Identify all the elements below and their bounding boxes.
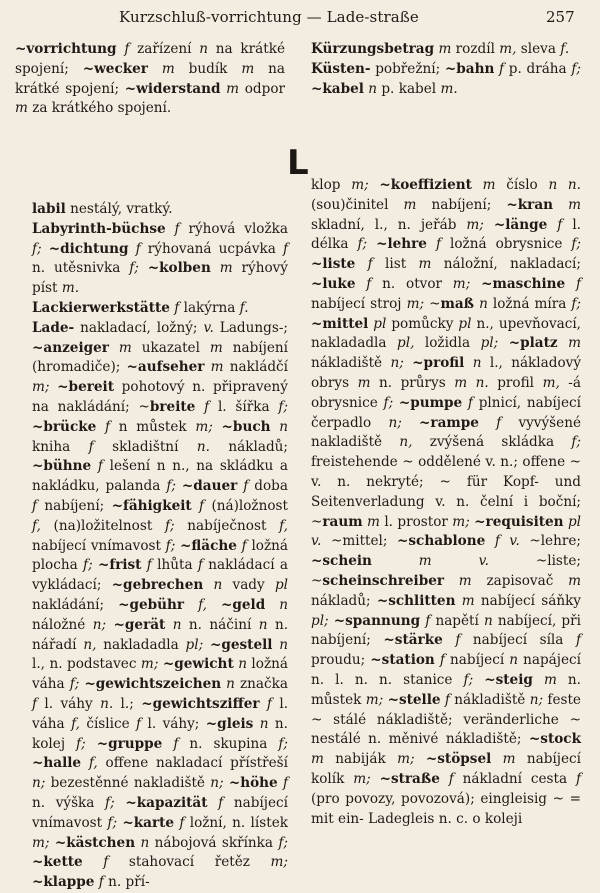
page-header <box>0 0 600 40</box>
entry-lackierwerkstatte: Lackierwerkstätte f lakýrna f. <box>32 299 249 316</box>
page-number: 257 <box>546 8 575 26</box>
right-column <box>311 176 581 829</box>
top-right-column <box>311 40 581 99</box>
running-head: Kurzschluß-vorrichtung — Lade-straße <box>119 8 419 26</box>
entry-vorrichtung: ~vorrichtung f zařízení n na krátké spojení; ~wecker m budík m na krátké spojení; ~widerstand m odpor m za krátkého spojení. <box>15 41 286 117</box>
entry-lade: Lade- nakladací, ložný; v. Ladungs-; ~anzeiger m ukazatel m nabíjení (hromadiče); ~aufseher m nakládčí m; ~bereit pohotový n. připravený na nakládání; ~breite f l. šířka f; ~brücke f n můstek m; ~buch n kniha f skladištní n. nákladů; ~bühne f lešení n n., na skládku a nakládku, palanda f; ~dauer f doba f nabíjení; ~fähigkeit f (ná)ložnost f, (na)ložitelnost f; nabíječnost f, nabíjecí vnímavost f; ~fläche f ložná plocha f; ~frist f lhůta f nakládací a vykládací; ~gebrechen n vady pl nakládání; ~gebühr f, ~geld n náložné n; ~gerät n n. náčiní n n. nářadí n, nakladadla pl; ~gestell n l., n. podstavec m; ~gewicht n ložná váha f; ~gewichtszeichen n značka f l. váhy n. l.; ~gewichtsziffer f l. váha f, číslice f l. váhy; ~gleis n n. kolej f; ~gruppe f n. skupina f; ~halle f, offene nakladací přístřeší n; bezestěnné nakladiště n; ~höhe f n. výška f; ~kapazität f nabíjecí vnímavost f; ~karte f ložní, n. lístek m; ~kästchen n nábojová skřínka f; ~kette f stahovací řetěz m; ~klappe f n. pří- <box>32 319 289 891</box>
entry-labil: labil nestálý, vratký. <box>32 201 173 217</box>
entry-labyrinth: Labyrinth-büchse f rýhová vložka f; ~dichtung f rýhovaná ucpávka f n. utěsnivka f; ~kolben m rýhový píst m. <box>32 220 289 297</box>
top-left-column <box>15 40 285 119</box>
entry-lade-continued: klop m; ~koeffizient m číslo n n. (sou)činitel m nabíjení; ~kran m skladní, l., n. jeřáb m; ~länge f l. délka f; ~lehre f ložná obrysnice f; ~liste f list m náložní, nakladací; ~luke f n. otvor m; ~maschine f nabíjecí stroj m; ~maß n ložná míra f; ~mittel pl pomůcky pl n., upevňovací, nakladadla pl, ložidla pl; ~platz m nákladiště n; ~profil n l., nákladový obrys m n. průrys m n. profil m, -á obrysnice f; ~pumpe f plnicí, nabíjecí čerpadlo n; ~rampe f vyvýšené nakladiště n, zvýšená skládka f; freistehende ~ oddělené v. n.; offene ~ v. n. nekryté; ~ für Kopf- und Seitenverladung v. n. čelní i boční; ~raum m l. prostor m; ~requisiten pl v. ~mittel; ~schablone f v. ~lehre; ~schein m v. ~liste; ~scheinschreiber m zapisovač m nákladů; ~schlitten m nabíjecí sáňky pl; ~spannung f napětí n nabíjecí, při nabíjení; ~stärke f nabíjecí síla f proudu; ~station f nabíjecí n napájecí n. l. n. n. stanice f; ~steig m n. můstek m; ~stelle f nákladiště n; feste ~ stálé nákladiště; veränderliche ~ nestálé n. měnivé nákladiště; ~stock m nabiják m; ~stöpsel m nabíjecí kolík m; ~straße f nákladní cesta f (pro povozy, povozová); eingleisig ~ = mit ein- Ladegleis n. c. o koleji <box>311 177 582 827</box>
section-letter: L <box>287 143 309 183</box>
entry-kurzungsbetrag: Kürzungsbetrag m rozdíl m, sleva f. <box>311 41 570 57</box>
entry-kusten: Küsten- pobřežní; ~bahn f p. dráha f; ~kabel n p. kabel m. <box>311 60 581 97</box>
left-column <box>32 200 288 893</box>
